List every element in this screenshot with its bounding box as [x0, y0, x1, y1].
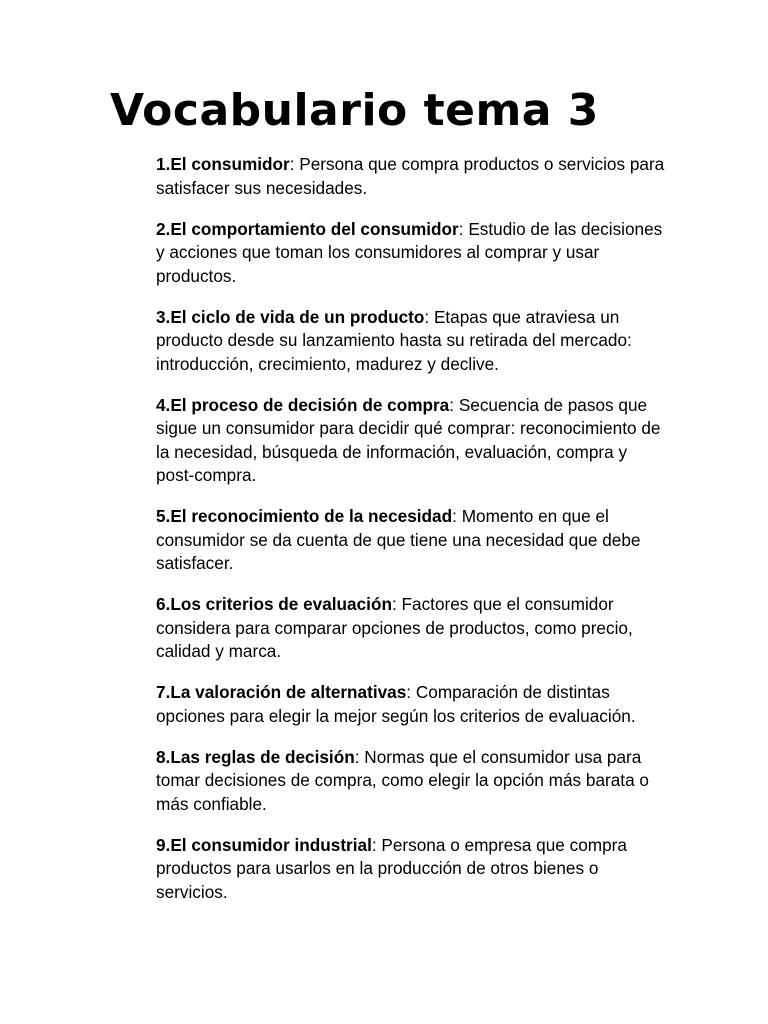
term-definition: Etapas que atraviesa un producto desde su lanzamiento hasta su retirada del mercado: introducción, crecimiento, madurez y declive.: [156, 306, 632, 374]
term-definition: Secuencia de pasos que sigue un consumidor para decidir qué comprar: reconocimiento de la necesidad, búsqueda de información, evaluación, compra y post-compra.: [156, 394, 661, 485]
term-heading: [156, 395, 449, 415]
term-heading: [156, 835, 372, 855]
term-definition: Persona o empresa que compra productos para usarlos en la producción de otros bienes o servicios.: [156, 834, 627, 902]
term-number: 8.: [156, 746, 171, 767]
term-number: 5.: [156, 506, 171, 526]
term-word: El reconocimiento de la necesidad: [170, 506, 453, 526]
vocabulary-item: 7.La valoración de alternativas: Comparación de distintas opciones para elegir la mejor según los criterios de evaluación.: [156, 682, 636, 726]
page-title: Vocabulario tema 3: [110, 85, 599, 136]
term-word: El proceso de decisión de compra: [170, 394, 450, 415]
term-heading: [156, 594, 392, 614]
vocabulary-item: 3.El ciclo de vida de un producto: Etapas que atraviesa un producto desde su lanzamiento hasta su retirada del mercado: introducción, crecimiento, madurez y declive.: [156, 306, 632, 374]
vocabulary-item: 8.Las reglas de decisión: Normas que el consumidor usa para tomar decisiones de compra, como elegir la opción más barata o más confiable.: [156, 746, 649, 814]
term-heading: [156, 307, 424, 327]
vocabulary-item: 6.Los criterios de evaluación: Factores que el consumidor considera para comparar opciones de productos, como precio, calidad y marca.: [156, 594, 633, 661]
term-word: El consumidor: [170, 154, 290, 174]
term-heading: [156, 219, 459, 239]
term-definition: Momento en que el consumidor se da cuenta de que tiene una necesidad que debe satisfacer.: [156, 506, 641, 573]
term-heading: [156, 747, 355, 767]
term-definition: Comparación de distintas opciones para elegir la mejor según los criterios de evaluación.: [156, 682, 636, 726]
vocabulary-list: [156, 153, 666, 922]
term-heading: [156, 506, 452, 526]
term-word: La valoración de alternativas: [170, 682, 407, 702]
vocabulary-item: 4.El proceso de decisión de compra: Secuencia de pasos que sigue un consumidor para decidir qué comprar: reconocimiento de la necesidad, búsqueda de información, evaluación, compra y post-compra.: [156, 394, 661, 485]
term-definition: Estudio de las decisiones y acciones que toman los consumidores al comprar y usar productos.: [156, 218, 663, 286]
term-word: Los criterios de evaluación: [170, 594, 392, 614]
term-number: 7.: [156, 682, 171, 702]
vocabulary-item: 5.El reconocimiento de la necesidad: Momento en que el consumidor se da cuenta de que tiene una necesidad que debe satisfacer.: [156, 506, 641, 573]
term-number: 4.: [156, 394, 171, 415]
term-number: 3.: [156, 306, 171, 327]
term-word: El comportamiento del consumidor: [170, 218, 459, 239]
term-heading: [156, 682, 406, 702]
term-word: Las reglas de decisión: [170, 746, 355, 767]
term-definition: Normas que el consumidor usa para tomar decisiones de compra, como elegir la opción más barata o más confiable.: [156, 746, 649, 814]
vocabulary-item: 1.El consumidor: Persona que compra productos o servicios para satisfacer sus necesidades.: [156, 154, 665, 198]
term-definition: Factores que el consumidor considera para comparar opciones de productos, como precio, calidad y marca.: [156, 594, 633, 661]
term-number: 1.: [156, 154, 171, 174]
term-number: 2.: [156, 218, 171, 239]
vocabulary-item: 2.El comportamiento del consumidor: Estudio de las decisiones y acciones que toman los consumidores al comprar y usar productos.: [156, 218, 663, 286]
term-definition: Persona que compra productos o servicios para satisfacer sus necesidades.: [156, 154, 665, 198]
term-word: El consumidor industrial: [170, 834, 372, 855]
term-number: 9.: [156, 834, 171, 855]
term-word: El ciclo de vida de un producto: [170, 306, 425, 327]
vocabulary-item: 9.El consumidor industrial: Persona o empresa que compra productos para usarlos en la producción de otros bienes o servicios.: [156, 834, 627, 902]
term-number: 6.: [156, 594, 171, 614]
term-heading: [156, 154, 290, 174]
